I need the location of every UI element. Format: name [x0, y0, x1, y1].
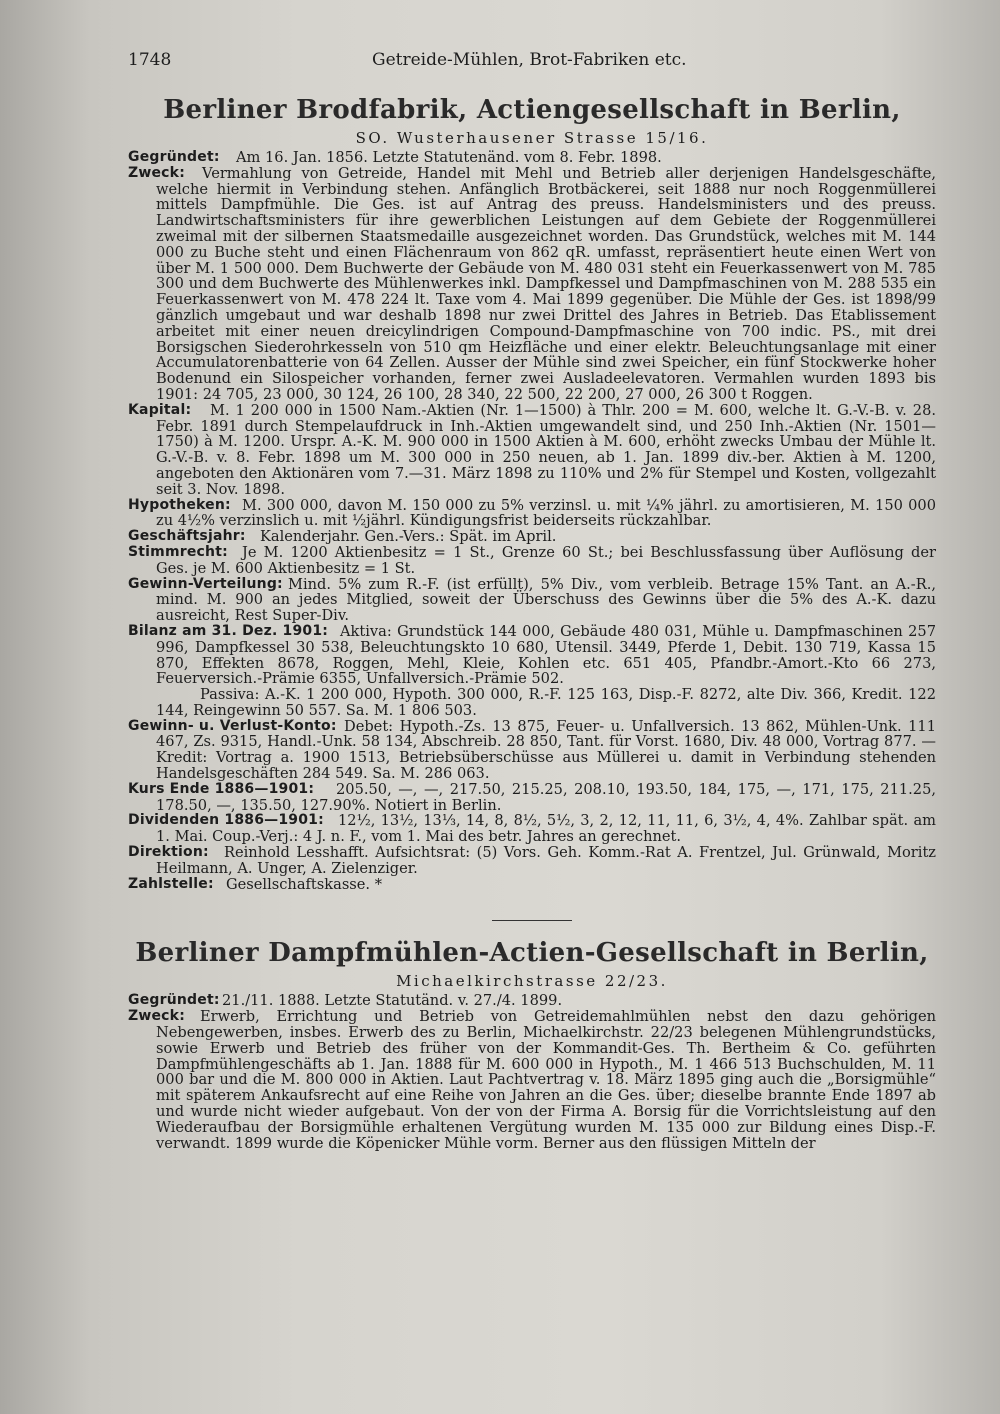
c1-mortgages-label: Hypotheken: — [128, 496, 231, 513]
c1-balance-sheet-label: Bilanz am 31. Dez. 1901: — [128, 622, 329, 639]
c1-purpose — [128, 164, 936, 403]
c1-dividends-text: 12½, 13½, 13⅓, 14, 8, 8½, 5½, 3, 2, 12, 11, 11, 6, 3½, 4, 4%. Zahlbar spät. am 1. Mai. Coup.-Verj.: 4 J. n. F., vom 1. Mai des betr. Jahres an gerechnet. — [156, 812, 936, 846]
company-entry-1 — [128, 92, 936, 892]
company-entry-2 — [128, 935, 936, 1151]
c1-management-text: Reinhold Lesshafft. Aufsichtsrat: (5) Vors. Geh. Komm.-Rat A. Frentzel, Jul. Grünwald, Moritz Heilmann, A. Unger, A. Zielenziger. — [156, 844, 936, 877]
c2-purpose-text: Erwerb, Errichtung und Betrieb von Getreidemahlmühlen nebst den dazu gehörigen Nebengewerben, insbes. Erwerb des zu Berlin, Michaelkirchstr. 22/23 belegenen Mühlengrundstücks, sowie Erwerb und Betrieb des früher von der Kommandit-Ges. Th. Bertheim & Co. geführten Dampfmühlengeschäfts ab 1. Jan. 1888 für M. 600 000 in Hypoth., M. 1 466 513 Buchschulden, M. 11 000 bar und die M. 800 000 in Aktien. Laut Pachtvertrag v. 18. März 1895 ging auch die „Borsigmühle“ mit späterem Ankaufsrecht auf eine Reihe von Jahren an die Ges. über; dieselbe brannte Ende 1897 ab und wurde nicht wieder aufgebaut. Von der von der Firma A. Borsig für die Vorrichtsleistung auf den Wiederaufbau der Borsigmühle erhaltenen Vergütung wurden M. 135 000 zur Bildung eines Disp.-F. verwandt. 1899 wurde die Köpenicker Mühle vorm. Berner aus den flüssigen Mitteln der — [156, 1008, 936, 1152]
c1-profit-distribution-text: Mind. 5% zum R.-F. (ist erfüllt), 5% Div., vom verbleib. Betrage 15% Tant. an A.-R., mind. M. 900 an jedes Mitglied, soweit der Überschuss des Gewinns über die 5% des A.-K. dazu ausreicht, Rest Super-Div. — [156, 575, 936, 625]
company-2-title: Berliner Dampfmühlen-Actien-Gesellschaft in Berlin, — [135, 938, 929, 969]
c2-purpose — [128, 1008, 936, 1152]
c1-capital-text: M. 1 200 000 in 1500 Nam.-Aktien (Nr. 1—1500) à Thlr. 200 = M. 600, welche lt. G.-V.-B. v. 28. Febr. 1891 durch Stempelaufdruck in Inh.-Aktien umgewandelt sind, und 250 Inh.-Aktien (Nr. 1501—1750) à M. 1200. Urspr. A.-K. M. 900 000 in 1500 Aktien à M. 600, erhöht zwecks Umbau der Mühle lt. G.-V.-B. v. 8. Febr. 1898 um M. 300 000 in 250 neuen, ab 1. Jan. 1899 div.-ber. Aktien à M. 1200, angeboten den Aktionären vom 7.—31. März 1898 zu 110% und 2% für Stempel und Kosten, vollgezahlt seit 3. Nov. 1898. — [156, 401, 936, 498]
c2-founded-label: Gegründet: — [128, 992, 220, 1009]
c1-voting-rights-label: Stimmrecht: — [128, 543, 228, 560]
c1-profit-distribution — [128, 575, 936, 625]
section-divider — [492, 920, 572, 921]
c1-mortgages — [128, 496, 936, 530]
c1-paying-agent — [128, 875, 936, 893]
company-2-address: Michaelkirchstrasse 22/23. — [396, 972, 668, 991]
c1-balance-sheet — [128, 622, 936, 719]
c1-fiscal-year-label: Geschäftsjahr: — [128, 528, 246, 545]
company-1-address: SO. Wusterhausener Strasse 15/16. — [355, 129, 709, 147]
c1-management — [128, 844, 936, 877]
c1-dividends — [128, 812, 936, 846]
c2-founded — [128, 992, 936, 1010]
running-header — [128, 50, 936, 80]
c1-purpose-label: Zweck: — [128, 164, 185, 181]
c1-purpose-text: Vermahlung von Getreide, Handel mit Mehl und Betrieb aller derjenigen Handelsgeschäfte, welche hiermit in Verbindung stehen. Anfänglich Brotbäckerei, seit 1888 nur noch Roggenmüllerei mittels Dampfmühle. Die Ges. ist auf Antrag des preuss. Handelsministers und des preuss. Landwirtschaftsministers für ihre gewerblichen Leistungen auf dem Gebiete der Roggenmüllerei zweimal mit der silbernen Staatsmedaille ausgezeichnet worden. Das Grundstück, welches mit M. 144 000 zu Buche steht und einen Flächenraum von 862 qR. umfasst, repräsentiert heute einen Wert von über M. 1 500 000. Dem Buchwerte der Gebäude von M. 480 031 steht ein Feuerkassenwert von M. 785 300 und dem Buchwerte des Mühlenwerkes inkl. Dampfkessel und Dampfmaschinen von M. 288 535 ein Feuerkassenwert von M. 478 224 lt. Taxe vom 4. Mai 1899 gegenüber. Die Mühle der Ges. ist 1898/99 gänzlich umgebaut und war deshalb 1898 nur zwei Drittel des Jahres in Betrieb. Das Etablissement arbeitet mit einer neuen dreicylindrigen Compound-Dampfmaschine von 700 indic. PS., mit drei Borsigschen Siederohrkesseln von 510 qm Heizfläche und einer elektr. Beleuchtungsanlage mit einer Accumulatorenbatterie von 64 Zellen. Ausser der Mühle sind zwei Speicher, ein fünf Stockwerke hoher Bodenund ein Silospeicher vorhanden, ferner zwei Ausladeelevatoren. Vermahlen wurden 1893 bis 1901: 24 705, 23 000, 30 124, 26 100, 28 340, 22 500, 22 200, 27 000, 26 300 t Roggen. — [156, 164, 936, 403]
c1-voting-rights — [128, 543, 936, 577]
c1-founded-label: Gegründet: — [128, 149, 220, 165]
c1-founded — [128, 149, 936, 166]
c1-mortgages-text: M. 300 000, davon M. 150 000 zu 5% verzinsl. u. mit ¼% jährl. zu amortisieren, M. 150 000 zu 4½% verzinslich u. mit ½jährl. Kündigungsfrist beiderseits rückzahlbar. — [156, 496, 936, 530]
c1-share-prices-text: 205.50, —, —, 217.50, 215.25, 208.10, 193.50, 184, 175, —, 171, 175, 211.25, 178.50, —, 135.50, 127.90%. Notiert in Berlin. — [156, 780, 936, 814]
running-title: Getreide-Mühlen, Brot-Fabriken etc. — [372, 50, 687, 70]
c1-share-prices — [128, 780, 936, 814]
c2-founded-text: 21./11. 1888. Letzte Statutänd. v. 27./4. 1899. — [222, 992, 563, 1010]
c1-capital — [128, 401, 936, 498]
c1-management-label: Direktion: — [128, 844, 209, 861]
c1-profit-loss-label: Gewinn- u. Verlust-Konto: — [128, 717, 337, 734]
c1-balance-assets-text: Aktiva: Grundstück 144 000, Gebäude 480 031, Mühle u. Dampfmaschinen 257 996, Dampfkessel 30 538, Beleuchtungskto 10 680, Utensil. 3449, Pferde 1, Debit. 130 719, Kassa 15 870, Effekten 8678, Roggen, Mehl, Kleie, Kohlen etc. 651 405, Pfandbr.-Amort.-Kto 66 273, Feuerversich.-Prämie 6355, Unfallversich.-Prämie 502. — [156, 622, 936, 688]
c1-capital-label: Kapital: — [128, 401, 192, 418]
c1-voting-rights-text: Je M. 1200 Aktienbesitz = 1 St., Grenze 60 St.; bei Beschlussfassung über Auflösung der Ges. je M. 600 Aktienbesitz = 1 St. — [156, 543, 936, 577]
c1-founded-text: Am 16. Jan. 1856. Letzte Statutenänd. vom 8. Febr. 1898. — [236, 149, 662, 166]
c1-fiscal-year-text: Kalenderjahr. Gen.-Vers.: Spät. im April. — [260, 528, 557, 546]
c1-dividends-label: Dividenden 1886—1901: — [128, 812, 324, 829]
c1-paying-agent-text: Gesellschaftskasse. * — [226, 875, 383, 893]
c1-fiscal-year — [128, 528, 936, 546]
c2-purpose-label: Zweck: — [128, 1008, 185, 1025]
c1-profit-loss — [128, 717, 936, 783]
c1-profit-distribution-label: Gewinn-Verteilung: — [128, 575, 283, 592]
c1-paying-agent-label: Zahlstelle: — [128, 875, 214, 892]
page-number: 1748 — [128, 50, 172, 70]
company-1-title: Berliner Brodfabrik, Actiengesellschaft in Berlin, — [163, 95, 901, 125]
c1-profit-loss-text: Debet: Hypoth.-Zs. 13 875, Feuer- u. Unfallversich. 13 862, Mühlen-Unk. 111 467, Zs. 9315, Handl.-Unk. 58 134, Abschreib. 28 850, Tant. für Vorst. 1680, Div. 48 000, Vortrag 877. — Kredit: Vortrag a. 1900 1513, Betriebsüberschüsse aus Müllerei u. damit in Verbindung stehenden Handelsgeschäften 284 549. Sa. M. 286 063. — [156, 717, 936, 783]
c1-share-prices-label: Kurs Ende 1886—1901: — [128, 780, 315, 797]
c1-balance-liabilities-text: Passiva: A.-K. 1 200 000, Hypoth. 300 000, R.-F. 125 163, Disp.-F. 8272, alte Div. 366, Kredit. 122 144, Reingewinn 50 557. Sa. M. 1 806 503. — [156, 686, 936, 719]
